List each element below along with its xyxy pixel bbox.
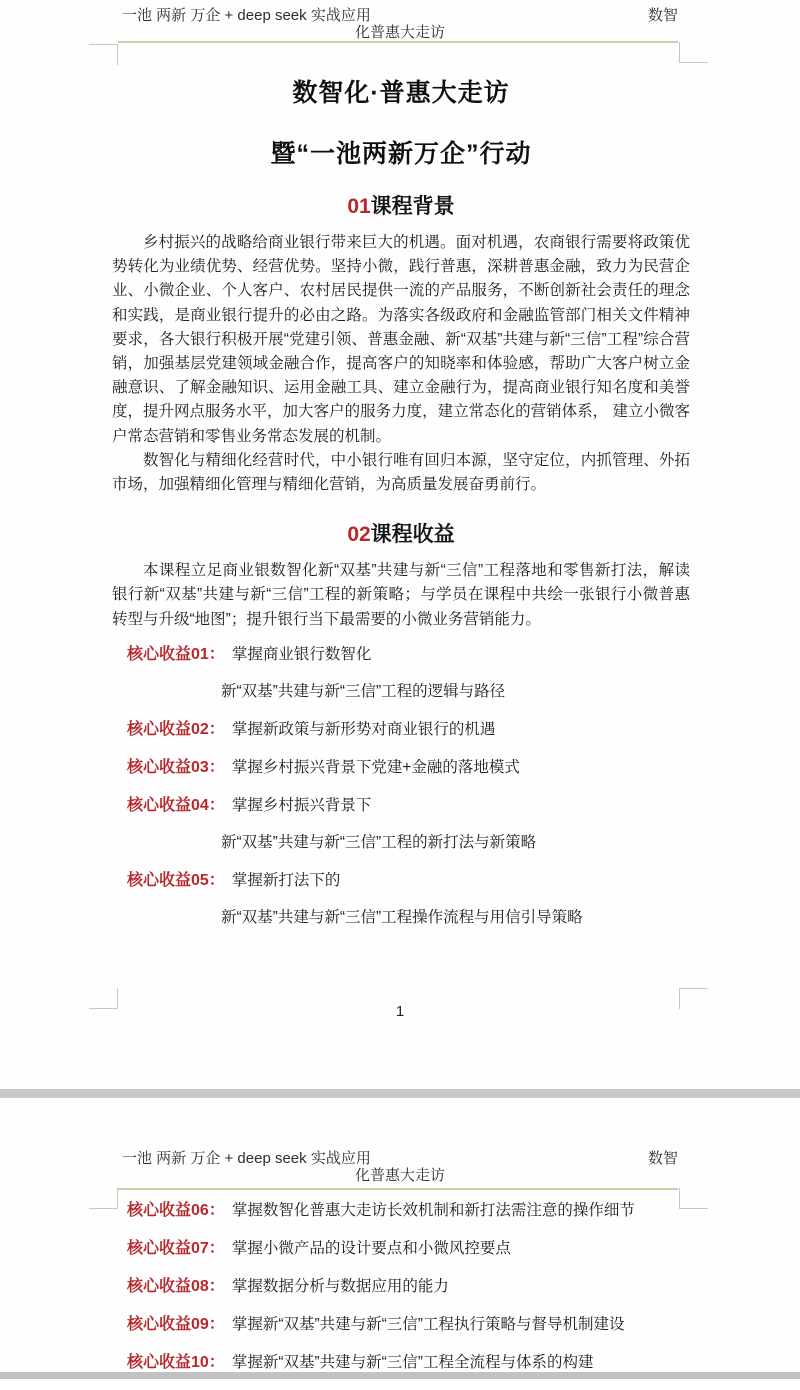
benefit-label: 核心收益05： bbox=[127, 871, 225, 889]
header-left-text: 一池 两新 万企 + deep seek 实战应用 bbox=[122, 7, 371, 24]
benefit-label: 核心收益08： bbox=[127, 1278, 225, 1295]
benefit-item-08 bbox=[112, 1276, 708, 1297]
document-title: 数智化·普惠大走访 bbox=[292, 79, 510, 107]
header-right-text: 数智 bbox=[647, 1150, 678, 1167]
benefit-list-page-1 bbox=[112, 644, 690, 928]
benefit-label: 核心收益09： bbox=[127, 1316, 225, 1333]
benefit-item-09 bbox=[112, 1314, 708, 1335]
benefit-text: 掌握新打法下的 bbox=[231, 871, 341, 889]
benefit-label: 核心收益04： bbox=[127, 796, 225, 814]
benefit-item-02 bbox=[112, 719, 690, 740]
benefit-item-01 bbox=[112, 644, 690, 702]
page-header bbox=[122, 7, 678, 41]
benefit-continuation: 新“双基”共建与新“三信”工程操作流程与用信引导策略 bbox=[221, 908, 583, 926]
benefit-label: 核心收益06： bbox=[127, 1202, 225, 1219]
page-header-row-1 bbox=[122, 7, 678, 24]
page-2-content bbox=[112, 1200, 708, 1390]
page-header-row-1 bbox=[122, 1150, 678, 1167]
benefit-text: 掌握数智化普惠大走访长效机制和新打法需注意的操作细节 bbox=[231, 1202, 635, 1219]
benefit-item-10 bbox=[112, 1352, 708, 1373]
section-title: 课程收益 bbox=[370, 523, 455, 547]
paragraph-course-background-1: 乡村振兴的战略给商业银行带来巨大的机遇。面对机遇，农商银行需要将政策优势转化为业绩优势、经营优势。坚持小微，践行普惠，深耕普惠金融，致力为民营企业、小微企业、个人客户、农村居民提供一流的产品服务，不断创新社会责任的理念和实践，是商业银行提升的必由之路。为落实各级政府和金融监管部门相关文件精神要求，各大银行积极开展“党建引领、普惠金融、新“双基”共建与新“三信”工程”综合营销，加强基层党建领域金融合作，提高客户的知晓率和体验感，帮助广大客户树立金融意识、了解金融知识、运用金融工具、建立金融行为，提高商业银行知名度和美誉度，提升网点服务水平，加大客户的服务力度，建立常态化的营销体系， 建立小微客户常态营销和零售业务常态发展的机制。 bbox=[112, 234, 690, 445]
benefit-text: 掌握数据分析与数据应用的能力 bbox=[231, 1278, 449, 1295]
benefit-label: 核心收益10： bbox=[127, 1354, 225, 1371]
page-1-content bbox=[112, 78, 690, 945]
header-right-text: 数智 bbox=[647, 7, 678, 24]
benefit-item-07 bbox=[112, 1238, 708, 1259]
document-page-2 bbox=[0, 1098, 800, 1372]
benefit-text: 掌握新“双基”共建与新“三信”工程执行策略与督导机制建设 bbox=[231, 1316, 625, 1333]
header-center-text: 化普惠大走访 bbox=[354, 1167, 445, 1184]
benefit-text: 掌握小微产品的设计要点和小微风控要点 bbox=[231, 1240, 511, 1257]
benefit-label: 核心收益07： bbox=[127, 1240, 225, 1257]
paragraph-course-background-2: 数智化与精细化经营时代，中小银行唯有回归本源，坚守定位，内抓管理、外拓市场，加强精细化管理与精细化营销，为高质量发展奋勇前行。 bbox=[112, 451, 690, 494]
benefit-text: 掌握新“双基”共建与新“三信”工程全流程与体系的构建 bbox=[231, 1354, 594, 1371]
header-left-text: 一池 两新 万企 + deep seek 实战应用 bbox=[122, 1150, 371, 1167]
benefit-text: 掌握新政策与新形势对商业银行的机遇 bbox=[231, 720, 496, 738]
margin-corner-mark-top-left bbox=[89, 44, 118, 65]
page-separator bbox=[0, 1089, 800, 1098]
benefit-label: 核心收益03： bbox=[127, 758, 225, 776]
section-heading-course-background bbox=[112, 194, 690, 220]
benefit-label: 核心收益01： bbox=[127, 645, 225, 663]
benefit-continuation: 新“双基”共建与新“三信”工程的逻辑与路径 bbox=[221, 682, 506, 700]
document-subtitle: 暨“一池两新万企”行动 bbox=[270, 140, 532, 168]
benefit-item-06 bbox=[112, 1200, 708, 1221]
benefit-label: 核心收益02： bbox=[127, 720, 225, 738]
paragraph-benefit-intro: 本课程立足商业银数智化新“双基”共建与新“三信”工程落地和零售新打法，解读银行新“双基”共建与新“三信”工程的新策略；与学员在课程中共绘一张银行小微普惠转型与升级“地图”；提升银行当下最需要的小微业务营销能力。 bbox=[112, 562, 690, 628]
margin-corner-mark-top-right bbox=[679, 42, 708, 63]
benefit-item-05 bbox=[112, 870, 690, 928]
section-number: 02 bbox=[347, 523, 371, 547]
header-rule bbox=[118, 1188, 678, 1190]
viewport-bottom-edge bbox=[0, 1372, 800, 1379]
benefit-item-04 bbox=[112, 795, 690, 853]
benefit-text: 掌握商业银行数智化 bbox=[231, 645, 372, 663]
benefit-text: 掌握乡村振兴背景下 bbox=[231, 796, 372, 814]
benefit-continuation: 新“双基”共建与新“三信”工程的新打法与新策略 bbox=[221, 833, 537, 851]
header-rule bbox=[118, 41, 678, 43]
benefit-text: 掌握乡村振兴背景下党建+金融的落地模式 bbox=[231, 758, 520, 776]
section-number: 01 bbox=[347, 195, 371, 218]
header-center-text: 化普惠大走访 bbox=[354, 24, 445, 41]
benefit-item-03 bbox=[112, 757, 690, 778]
page-number: 1 bbox=[395, 1003, 405, 1020]
page-header bbox=[122, 1150, 678, 1184]
section-heading-course-benefits bbox=[112, 522, 690, 548]
section-title: 课程背景 bbox=[370, 195, 455, 218]
